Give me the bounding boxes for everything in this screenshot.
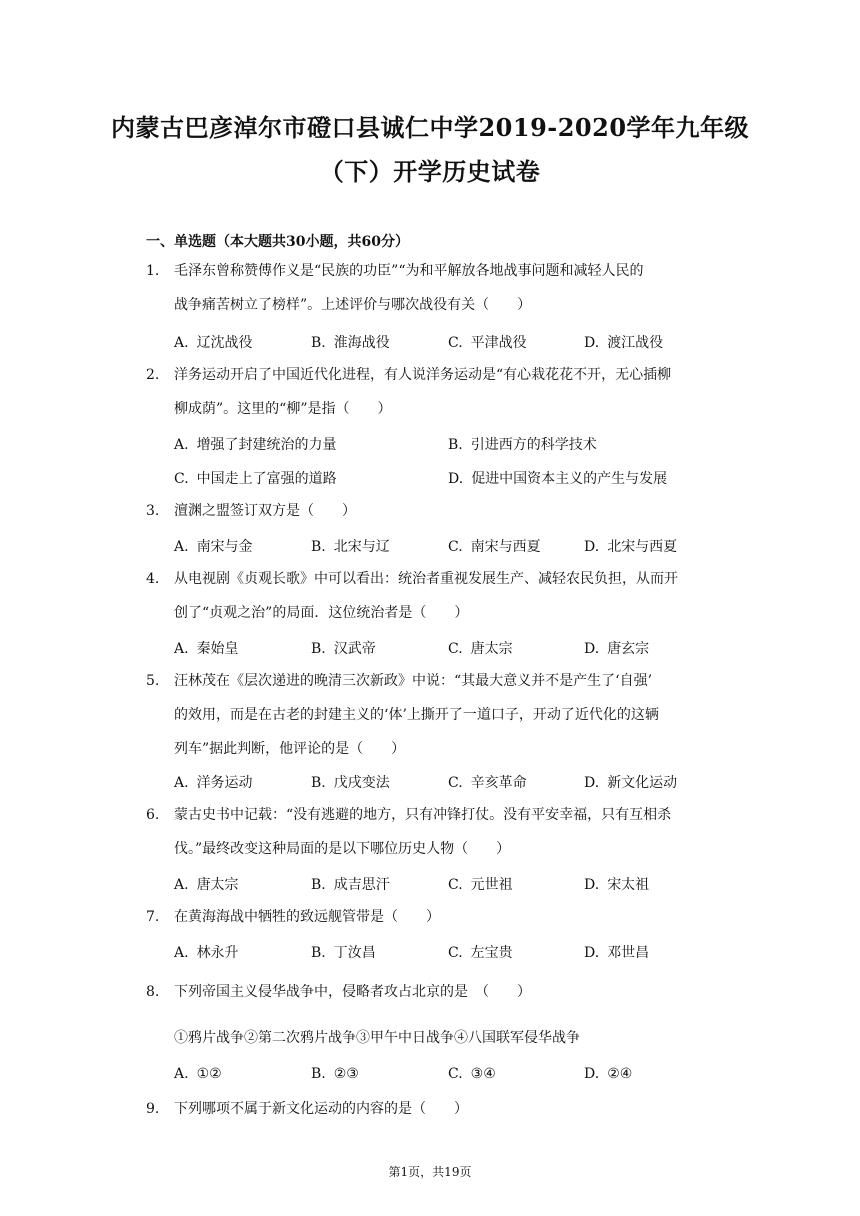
question-text-line: 下列帝国主义侵华战争中，侵略者攻占北京的是 （ ） <box>174 984 531 1000</box>
question-text-line: 蒙古史书中记载：“没有逃避的地方，只有冲锋打仗。没有平安幸福，只有互相杀 <box>174 807 672 823</box>
option-c[interactable]: C. 唐太宗 <box>448 641 513 657</box>
option-c[interactable]: C. 平津战役 <box>448 335 527 351</box>
question-number: 9. <box>146 1101 160 1117</box>
question-number: 5. <box>146 673 160 689</box>
option-b[interactable]: B. ②③ <box>311 1066 359 1082</box>
option-b[interactable]: B. 成吉思汗 <box>311 877 390 893</box>
option-a[interactable]: A. 林永升 <box>174 945 239 961</box>
option-c[interactable]: C. 中国走上了富强的道路 <box>174 471 337 487</box>
section-heading: 一、单选题（本大题共30小题，共60分） <box>146 234 409 250</box>
question-text-line: 洋务运动开启了中国近代化进程，有人说洋务运动是“有心栽花花不开，无心插柳 <box>174 367 672 383</box>
question-text-line: 的效用，而是在古老的封建主义的‘体’上撕开了一道口子，开动了近代化的这辆 <box>174 707 659 723</box>
question-number: 4. <box>146 571 160 587</box>
question-text-line: 列车”据此判断，他评论的是（ ） <box>174 741 406 757</box>
page-title-line-1: 内蒙古巴彦淖尔市磴口县诚仁中学2019-2020学年九年级 <box>110 113 750 142</box>
option-a[interactable]: A. 南宋与金 <box>174 539 253 555</box>
question-text-line: 毛泽东曾称赞傅作义是“民族的功臣”“为和平解放各地战事问题和减轻人民的 <box>174 263 644 279</box>
option-c[interactable]: C. 左宝贵 <box>448 945 513 961</box>
option-c[interactable]: C. 辛亥革命 <box>448 775 527 791</box>
option-b[interactable]: B. 汉武帝 <box>311 641 376 657</box>
question-number: 2. <box>146 367 160 383</box>
option-d[interactable]: D. 渡江战役 <box>584 335 664 351</box>
option-c[interactable]: C. 元世祖 <box>448 877 513 893</box>
option-d[interactable]: D. 新文化运动 <box>584 775 678 791</box>
option-b[interactable]: B. 丁汝昌 <box>311 945 376 961</box>
option-c[interactable]: C. 南宋与西夏 <box>448 539 541 555</box>
option-b[interactable]: B. 淮海战役 <box>311 335 390 351</box>
option-d[interactable]: D. 唐玄宗 <box>584 641 650 657</box>
question-text-line: 战争痛苦树立了榜样”。上述评价与哪次战役有关（ ） <box>174 297 532 313</box>
page-title-line-2: （下）开学历史试卷 <box>319 157 541 186</box>
question-text-line: 创了“贞观之治”的局面．这位统治者是（ ） <box>174 605 469 621</box>
option-a[interactable]: A. 唐太宗 <box>174 877 239 893</box>
option-d[interactable]: D. ②④ <box>584 1066 633 1082</box>
option-b[interactable]: B. 戊戌变法 <box>311 775 390 791</box>
option-b[interactable]: B. 引进西方的科学技术 <box>448 437 597 453</box>
question-number: 8. <box>146 984 160 1000</box>
question-text-line: 澶渊之盟签订双方是（ ） <box>174 503 356 519</box>
option-a[interactable]: A. 辽沈战役 <box>174 335 253 351</box>
question-number: 1. <box>146 263 160 279</box>
question-text-line: 从电视剧《贞观长歌》中可以看出：统治者重视发展生产、减轻农民负担，从而开 <box>174 571 678 587</box>
question-text-line: 下列哪项不属于新文化运动的内容的是（ ） <box>174 1101 468 1117</box>
option-a[interactable]: A. 增强了封建统治的力量 <box>174 437 337 453</box>
option-a[interactable]: A. 秦始皇 <box>174 641 239 657</box>
question-text-line: 在黄海海战中牺牲的致远舰管带是（ ） <box>174 909 440 925</box>
question-text-line: 伐。”最终改变这种局面的是以下哪位历史人物（ ） <box>174 841 511 857</box>
question-number: 6. <box>146 807 160 823</box>
question-text-line: 汪林茂在《层次递进的晚清三次新政》中说：“其最大意义并不是产生了‘自强’ <box>174 673 653 689</box>
question-number: 3. <box>146 503 160 519</box>
option-d[interactable]: D. 促进中国资本主义的产生与发展 <box>448 471 668 487</box>
option-d[interactable]: D. 北宋与西夏 <box>584 539 678 555</box>
question-text-line: 柳成荫”。这里的“柳”是指（ ） <box>174 401 392 417</box>
option-a[interactable]: A. 洋务运动 <box>174 775 253 791</box>
option-b[interactable]: B. 北宋与辽 <box>311 539 390 555</box>
option-d[interactable]: D. 宋太祖 <box>584 877 650 893</box>
question-8-sub-items: ①鸦片战争②第二次鸦片战争③甲午中日战争④八国联军侵华战争 <box>174 1030 580 1046</box>
option-c[interactable]: C. ③④ <box>448 1066 496 1082</box>
option-d[interactable]: D. 邓世昌 <box>584 945 650 961</box>
question-number: 7. <box>146 909 160 925</box>
option-a[interactable]: A. ①② <box>174 1066 222 1082</box>
page-footer: 第1页，共19页 <box>388 1165 472 1179</box>
